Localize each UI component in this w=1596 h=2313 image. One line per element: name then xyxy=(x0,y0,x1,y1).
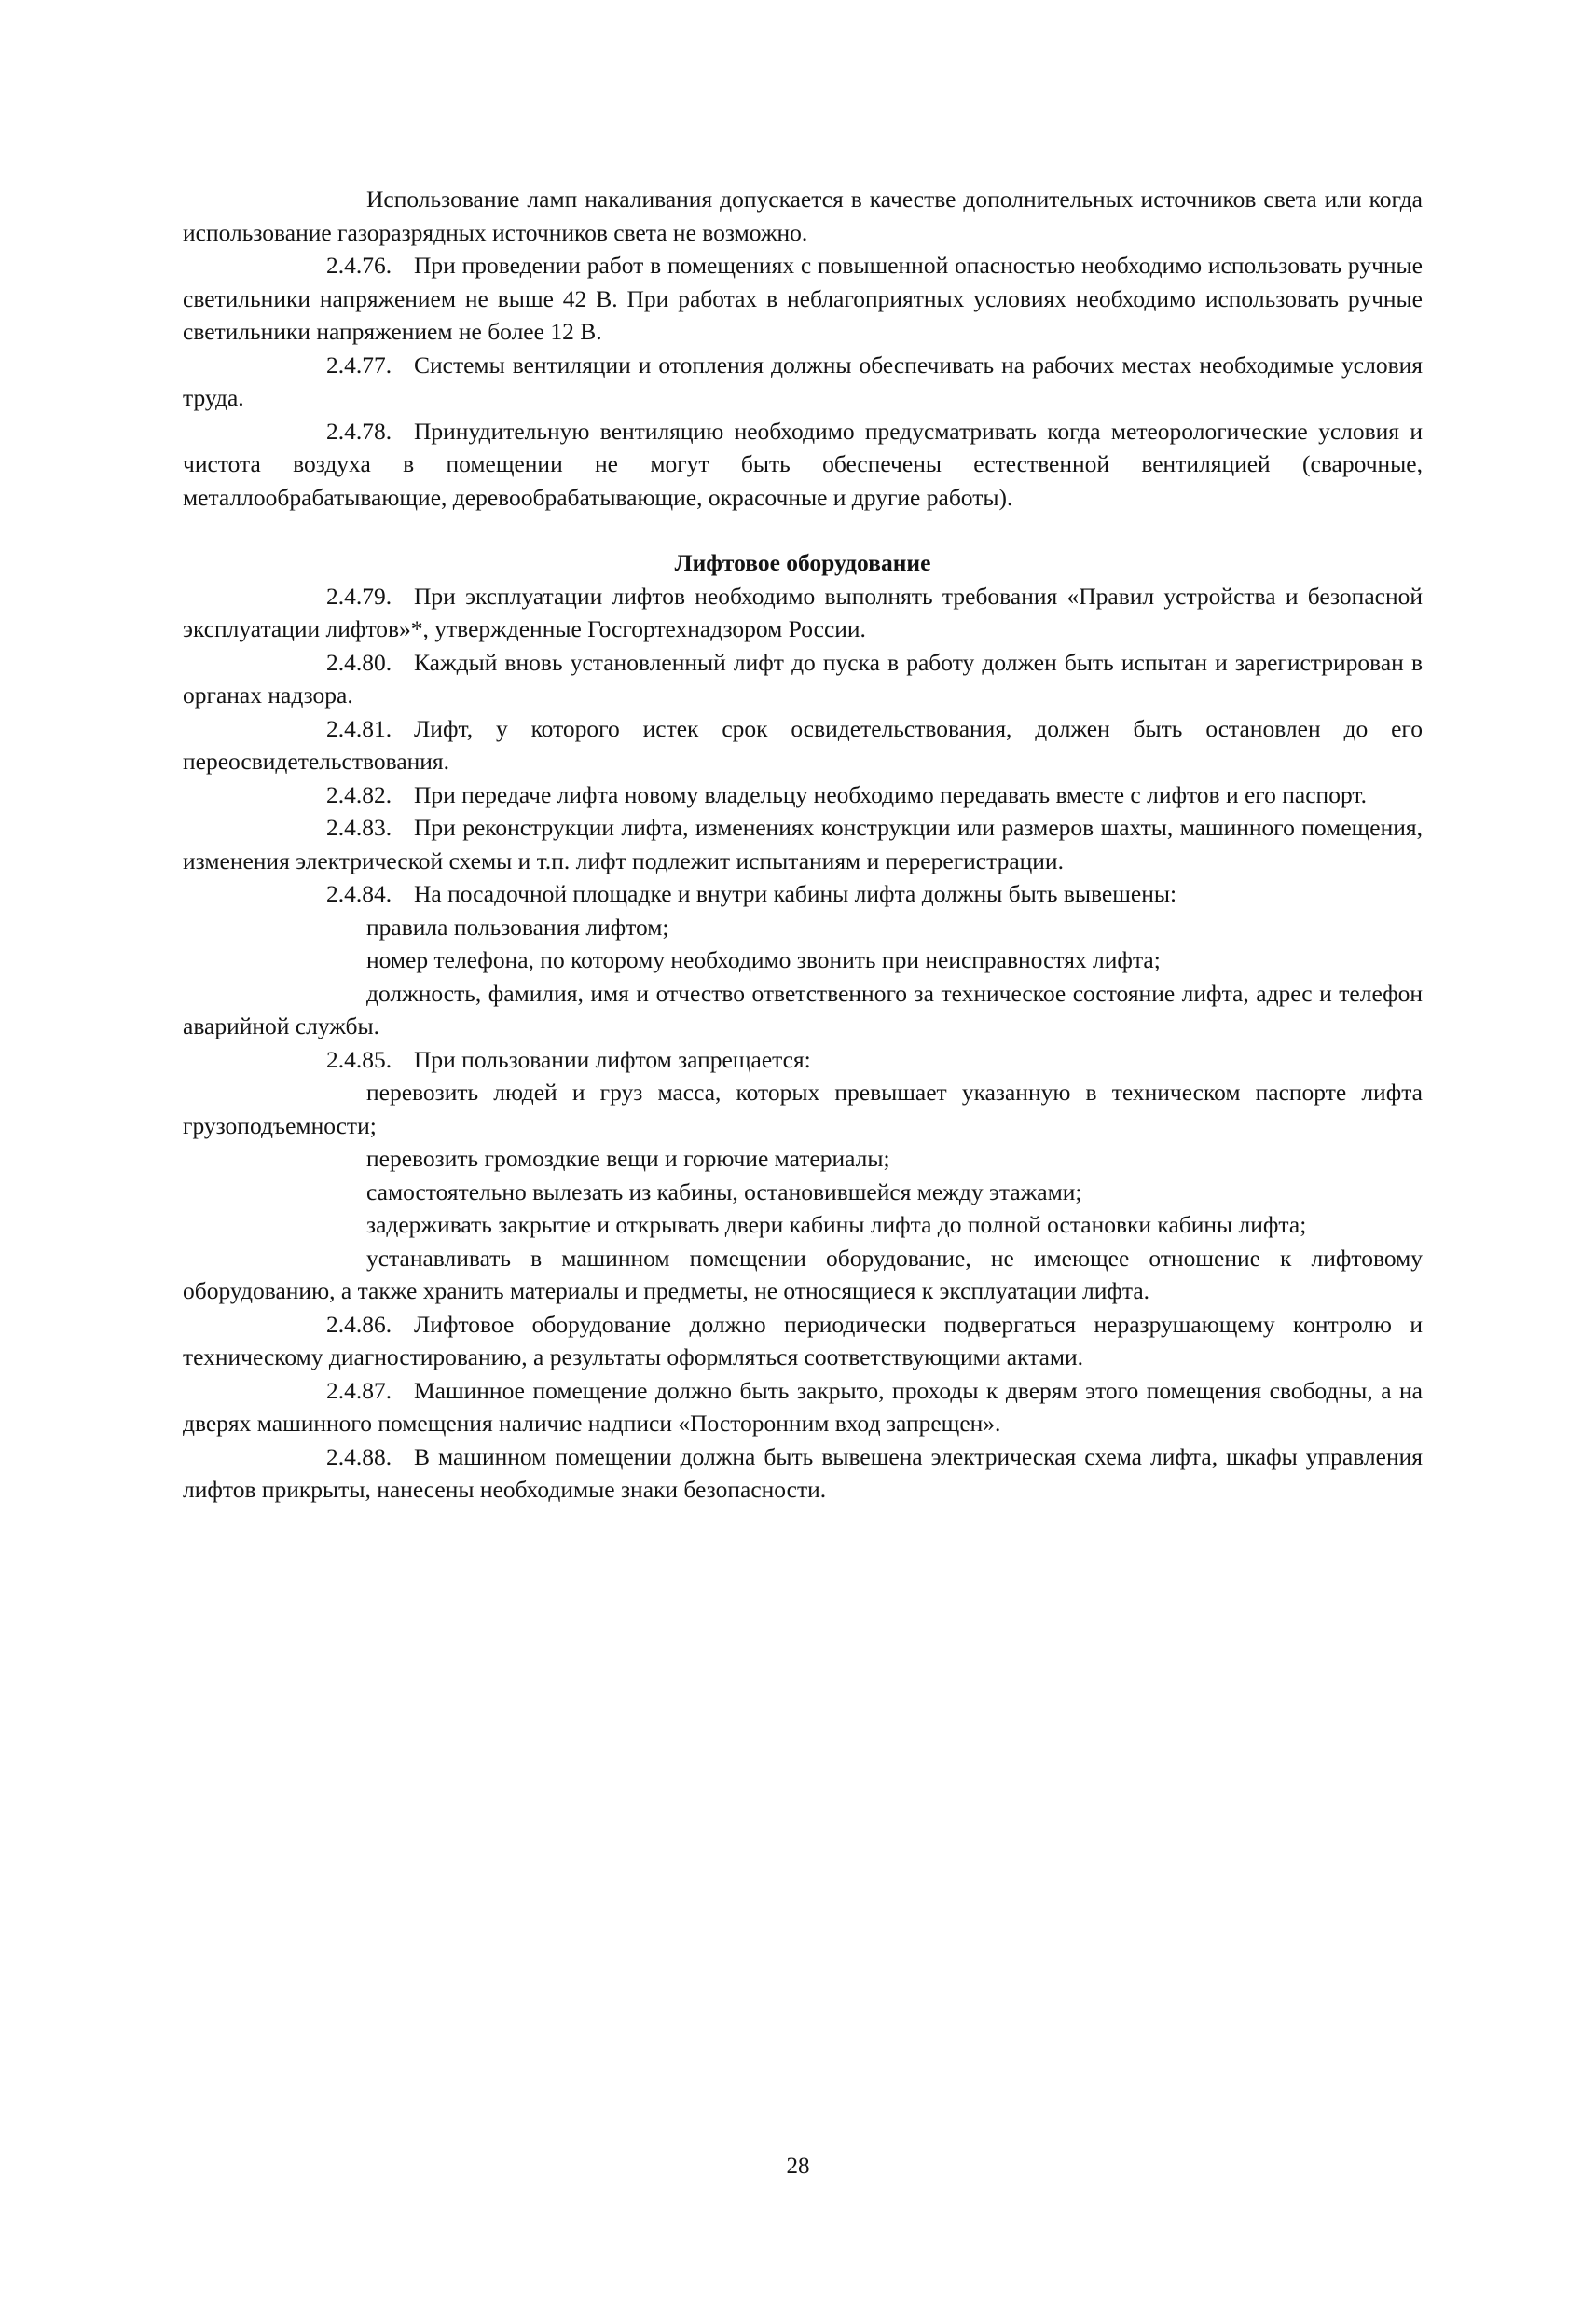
paragraph-2-4-83 xyxy=(183,811,1423,877)
paragraph-number: 2.4.76. xyxy=(326,252,392,279)
paragraph-number: 2.4.77. xyxy=(326,351,392,379)
paragraph-2-4-84 xyxy=(183,877,1423,911)
intro-paragraph: Использование ламп накаливания допускается в качестве дополнительных источников света или когда использование газоразрядных источников света не возможно. xyxy=(183,186,1423,246)
paragraph-2-4-88 xyxy=(183,1440,1423,1507)
list-item: правила пользования лифтом; xyxy=(366,913,669,941)
paragraph-text: Каждый вновь установленный лифт до пуска в работу должен быть испытан и зарегистрирован в органах надзора. xyxy=(183,648,1423,709)
list-item: самостоятельно вылезать из кабины, остановившейся между этажами; xyxy=(366,1177,1082,1205)
paragraph-number: 2.4.84. xyxy=(326,880,392,907)
paragraph-2-4-79 xyxy=(183,580,1423,646)
paragraph-text: При эксплуатации лифтов необходимо выполнять требования «Правил устройства и безопасной эксплуатации лифтов»*, утвержденные Госгортехнадзором России. xyxy=(183,582,1423,642)
paragraph-2-4-86 xyxy=(183,1308,1423,1374)
list-item: задерживать закрытие и открывать двери кабины лифта до полной остановки кабины лифта; xyxy=(366,1211,1307,1238)
list-item: устанавливать в машинном помещении оборудование, не имеющее отношение к лифтовому оборудованию, а также хранить материалы и предметы, не относящиеся к эксплуатации лифта. xyxy=(183,1244,1423,1304)
paragraph-2-4-81 xyxy=(183,712,1423,778)
paragraph-text: При передаче лифта новому владельцу необходимо передавать вместе с лифтов и его паспорт. xyxy=(414,780,1367,808)
paragraph-number: 2.4.82. xyxy=(326,780,392,808)
page-number: 28 xyxy=(786,2154,810,2179)
paragraph-2-4-76 xyxy=(183,249,1423,349)
paragraph-text: На посадочной площадке и внутри кабины лифта должны быть вывешены: xyxy=(414,880,1177,907)
paragraph-2-4-77 xyxy=(183,349,1423,415)
paragraph-number: 2.4.85. xyxy=(326,1045,392,1073)
paragraph-text: Системы вентиляции и отопления должны обеспечивать на рабочих местах необходимые условия труда. xyxy=(183,351,1423,411)
paragraph-text: Принудительную вентиляцию необходимо предусматривать когда метеорологические условия и чистота воздуха в помещении не могут быть обеспечены естественной вентиляцией (сварочные, металлообрабатывающие, деревообрабатывающие, окрасочные и другие работы). xyxy=(183,417,1423,511)
paragraph-2-4-82 xyxy=(183,778,1423,812)
paragraph-2-4-87 xyxy=(183,1374,1423,1440)
paragraph-text: Машинное помещение должно быть закрыто, проходы к дверям этого помещения свободны, а на дверях машинного помещения наличие надписи «Посторонним вход запрещен». xyxy=(183,1376,1423,1437)
paragraph-number: 2.4.79. xyxy=(326,582,392,610)
list-item: должность, фамилия, имя и отчество ответственного за техническое состояние лифта, адрес и телефон аварийной службы. xyxy=(183,979,1423,1039)
paragraph-text: При пользовании лифтом запрещается: xyxy=(414,1045,811,1073)
list-item: номер телефона, по которому необходимо звонить при неисправностях лифта; xyxy=(366,946,1161,973)
paragraph-number: 2.4.88. xyxy=(326,1442,392,1470)
paragraph-2-4-78 xyxy=(183,415,1423,515)
paragraph-text: При проведении работ в помещениях с повышенной опасностью необходимо использовать ручные светильники напряжением не выше 42 В. При работах в неблагоприятных условиях необходимо использовать ручные светильники напряжением не более 12 В. xyxy=(183,252,1423,345)
paragraph-text: Лифт, у которого истек срок освидетельствования, должен быть остановлен до его переосвидетельствования. xyxy=(183,714,1423,775)
paragraph-2-4-85 xyxy=(183,1043,1423,1077)
paragraph-text: Лифтовое оборудование должно периодически подвергаться неразрушающему контролю и техническому диагностированию, а результаты оформляться соответствующими актами. xyxy=(183,1310,1423,1370)
paragraph-2-4-80 xyxy=(183,646,1423,712)
paragraph-number: 2.4.80. xyxy=(326,648,392,676)
list-item: перевозить людей и груз масса, которых превышает указанную в техническом паспорте лифта грузоподъемности; xyxy=(183,1079,1423,1139)
paragraph-number: 2.4.83. xyxy=(326,814,392,841)
section-heading: Лифтовое оборудование xyxy=(674,549,931,576)
paragraph-number: 2.4.81. xyxy=(326,714,392,742)
paragraph-number: 2.4.86. xyxy=(326,1310,392,1338)
paragraph-text: В машинном помещении должна быть вывешена электрическая схема лифта, шкафы управления лифтов прикрыты, нанесены необходимые знаки безопасности. xyxy=(183,1442,1423,1503)
paragraph-number: 2.4.78. xyxy=(326,417,392,445)
paragraph-text: При реконструкции лифта, изменениях конструкции или размеров шахты, машинного помещения, изменения электрической схемы и т.п. лифт подлежит испытаниям и перерегистрации. xyxy=(183,814,1423,874)
list-item: перевозить громоздкие вещи и горючие материалы; xyxy=(366,1145,890,1172)
paragraph-number: 2.4.87. xyxy=(326,1376,392,1404)
document-body xyxy=(183,183,1423,1507)
